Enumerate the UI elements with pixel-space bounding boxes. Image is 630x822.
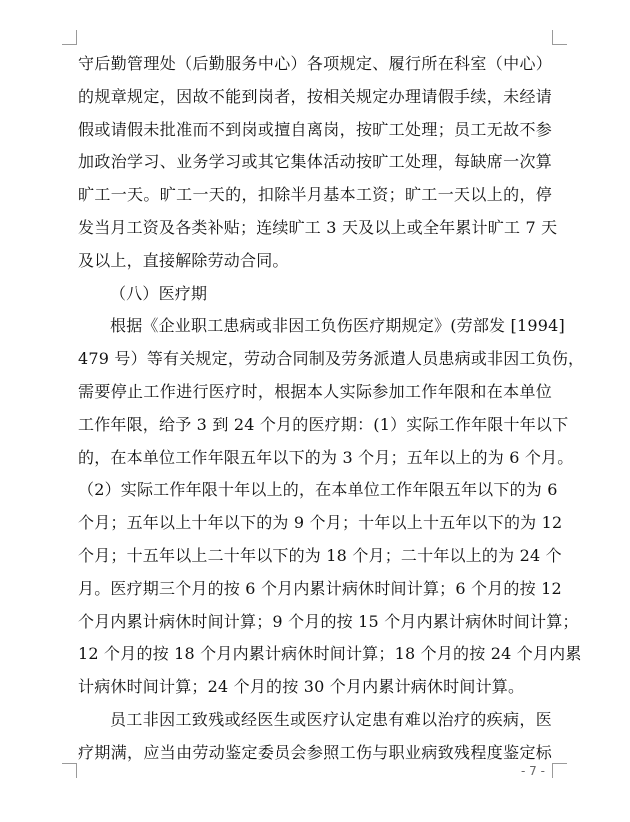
text-line: 的，在本单位工作年限五年以下的为 3 个月；五年以上的为 6 个月。: [78, 447, 574, 467]
text-line: 个月；五年以上十年以下的为 9 个月；十年以上十五年以下的为 12: [78, 513, 563, 533]
text-line: 的规章规定，因故不能到岗者，按相关规定办理请假手续，未经请: [78, 86, 552, 106]
text-line: 假或请假未批准而不到岗或擅自离岗，按旷工处理；员工无故不参: [78, 119, 552, 139]
section-heading: （八）医疗期: [110, 283, 208, 303]
text-line: 发当月工资及各类补贴；连续旷工 3 天及以上或全年累计旷工 7 天: [78, 217, 558, 237]
text-line: 计病休时间计算；24 个月的按 30 个月内累计病休时间计算。: [78, 677, 525, 697]
text-line: 及以上，直接解除劳动合同。: [78, 250, 289, 270]
page-number: - 7 -: [521, 764, 545, 778]
text-line: 个月内累计病休时间计算；9 个月的按 15 个月内累计病休时间计算；: [78, 611, 579, 631]
crop-mark-bottom-right: [552, 763, 567, 778]
text-line: 旷工一天。旷工一天的，扣除半月基本工资；旷工一天以上的，停: [78, 185, 552, 205]
text-line: 月。医疗期三个月的按 6 个月内累计病休时间计算；6 个月的按 12: [78, 578, 562, 598]
text-line: 479 号）等有关规定，劳动合同制及劳务派遣人员患病或非因工负伤，: [78, 349, 585, 369]
text-line: 个月；十五年以上二十年以下的为 18 个月；二十年以上的为 24 个: [78, 545, 562, 565]
text-line: 根据《企业职工患病或非因工负伤医疗期规定》(劳部发 [1994]: [110, 316, 565, 336]
document-body: [78, 48, 585, 770]
text-line: 工作年限，给予 3 到 24 个月的医疗期：(1）实际工作年限十年以下: [78, 414, 569, 434]
text-line: 守后勤管理处（后勤服务中心）各项规定、履行所在科室（中心）: [78, 54, 552, 73]
text-line: （2）实际工作年限十年以上的，在本单位工作年限五年以下的为 6: [78, 480, 558, 500]
text-line: 员工非因工致残或经医生或医疗认定患有难以治疗的疾病，医: [110, 709, 552, 729]
crop-mark-top-left: [62, 30, 77, 45]
text-line: 需要停止工作进行医疗时，根据本人实际参加工作年限和在本单位: [78, 381, 552, 401]
crop-mark-bottom-left: [62, 763, 77, 778]
text-line: 加政治学习、业务学习或其它集体活动按旷工处理，每缺席一次算: [78, 152, 552, 172]
text-line: 12 个月的按 18 个月内累计病休时间计算；18 个月的按 24 个月内累: [78, 644, 582, 664]
text-line: 疗期满，应当由劳动鉴定委员会参照工伤与职业病致残程度鉴定标: [78, 742, 552, 762]
crop-mark-top-right: [552, 30, 567, 45]
